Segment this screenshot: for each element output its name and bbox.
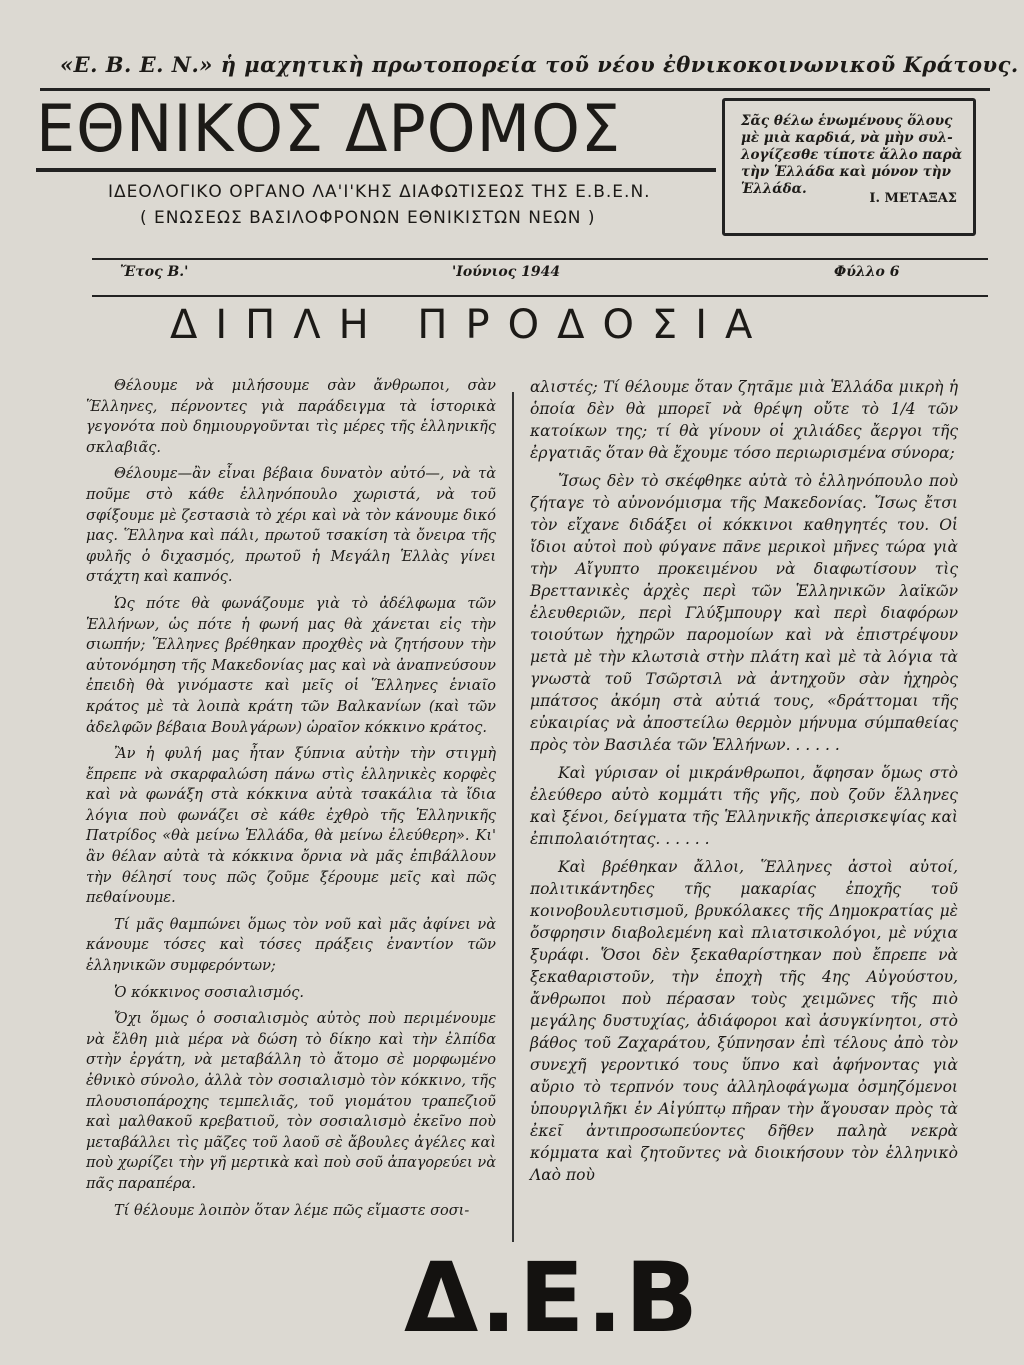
quote-box (722, 98, 976, 236)
article-left-column (86, 376, 496, 1227)
paragraph: Ὁ κόκκινος σοσιαλισμός. (114, 984, 304, 1001)
issue-date: 'Ιούνιος 1944 (452, 264, 561, 280)
quote-line: Ἑλλάδα. (741, 181, 807, 197)
paragraph: αλιστές; Τί θέλουμε ὅταν ζητᾶμε μιὰ Ἑλλάδα μικρὴ ἡ ὁποία δὲν θὰ μπορεῖ νὰ θρέψη οὔτε τὸ 1/4 τῶν κατοίκων της; τί θὰ γίνουν οἱ χιλιάδες ἄεργοι τῆς ἐργατιᾶς ὅταν θὰ ἔχουμε τόσο περιωρισμένα σύνορα; (530, 378, 958, 462)
paragraph: Ὄχι ὅμως ὁ σοσιαλισμὸς αὐτὸς ποὺ περιμένουμε νὰ ἔλθη μιὰ μέρα νὰ δώση τὸ δίκηο καὶ τὴν ἐλπίδα στὴν ἐργάτη, νὰ μεταβάλλη τὸ ἄτομο σὲ μορφωμένο ἐθνικὸ σύνολο, ἀλλὰ τὸν σοσιαλισμὸ τὸν κόκκινο, τῆς πλουσιοπάροχης τεμπελιᾶς, τοῦ γιομάτου τραπεζιοῦ καὶ μαλθακοῦ κρεβατιοῦ, τὸν σοσιαλισμὸ ἐκεῖνο ποὺ μεταβάλλει τὶς μᾶζες τοῦ λαοῦ σὲ ἄβουλες ἀγέλες καὶ ποὺ χωρίζει τὴν γῆ μερτικὰ καὶ ποὺ σοῦ ἀπαγορεύει νὰ πᾶς παραπέρα. (86, 1011, 496, 1192)
subtitle-line2: ( ΕΝΩΣΕΩΣ ΒΑΣΙΛΟΦΡΟΝΩΝ ΕΘΝΙΚΙΣΤΩΝ ΝΕΩΝ ) (140, 208, 596, 228)
stamp: Δ.Ε.Β (404, 1242, 700, 1354)
paragraph: Θέλουμε—ἂν εἶναι βέβαια δυνατὸν αὐτό—, νὰ τὰ ποῦμε στὸ κάθε ἑλληνόπουλο χωριστά, νὰ τοῦ σφίξουμε μὲ ζεστασιὰ τὸ χέρι καὶ νὰ τὸν κάνουμε δικό μας. Ἕλληνα καὶ πάλι, πρωτοῦ τσακίση τὰ ὄνειρα τῆς φυλῆς ὁ διχασμός, πρωτοῦ ἡ Μεγάλη Ἑλλὰς γίνει στάχτη καὶ καπνός. (86, 466, 496, 586)
quote-line: Σᾶς θέλω ἑνωμένους ὅλους (741, 113, 953, 129)
masthead-rule (36, 168, 716, 172)
paragraph: Τί θέλουμε λοιπὸν ὅταν λέμε πῶς εἴμαστε σοσι- (114, 1202, 470, 1219)
quote-line: τὴν Ἑλλάδα καὶ μόνον τὴν (741, 164, 951, 180)
quote-line: μὲ μιὰ καρδιά, νὰ μὴν συλ- (741, 130, 953, 146)
motto: «Ε. Β. Ε. Ν.» ἡ μαχητικὴ πρωτοπορεία τοῦ νέου ἐθνικοκοινωνικοῦ Κράτους. (60, 52, 1019, 77)
paragraph: Ἂν ἡ φυλή μας ἦταν ξύπνια αὐτὴν τὴν στιγμὴ ἔπρεπε νὰ σκαρφαλώση πάνω στὶς ἑλληνικὲς κορφὲς καὶ νὰ φωνάξη στὰ κόκκινα αὐτὰ τσακάλια τὰ ἴδια λόγια ποὺ φωνάζει σὲ κάθε ἐχθρὸ τῆς Ἑλληνικῆς Πατρίδος «θὰ μείνω Ἑλλάδα, θὰ μείνω ἐλεύθερη». Κι' ἂν θέλαν αὐτὰ τὰ κόκκινα ὄρνια νὰ μᾶς ἐπιβάλλουν τὴν θέλησί τους πῶς ζοῦμε ξέρουμε μεῖς καὶ πῶς πεθαίνουμε. (86, 746, 496, 907)
column-divider (512, 392, 514, 1242)
article-right-column (530, 376, 958, 1192)
masthead-title: ΕΘΝΙΚΟΣ ΔΡΟΜΟΣ (36, 90, 622, 167)
paragraph: Καὶ βρέθηκαν ἄλλοι, Ἕλληνες ἀστοὶ αὐτοί, πολιτικάντηδες τῆς μακαρίας ἐποχῆς τοῦ κοινοβουλευτισμοῦ, βρυκόλακες τῆς Δημοκρατίας μὲ ὄσφρησιν διαβολεμένη καὶ πλιατσικολόγοι, μὲ νύχια ξυράφι. Ὅσοι δὲν ξεκαθαρίστηκαν ποὺ ἔπρεπε νὰ ξεκαθαριστοῦν, τὴν ἐποχὴ τῆς 4ης Αὐγούστου, ἄνθρωποι ποὺ πέρασαν τοὺς χειμῶνες τῆς πιὸ μεγάλης δυστυχίας, ἀδιάφοροι καὶ ἀσυγκίνητοι, στὸ βάθος τοῦ Ζαχαράτου, ξύπνησαν ἐπὶ τέλους ἀπὸ τὸν συνεχῆ γεροντικό τους ὕπνο καὶ ἀφήνοντας γιὰ αὔριο τὸ τερπνόν τους ἀλληλοφάγωμα ὀσμηζόμενοι ὑπουργιλῆκι ἐν Αἰγύπτῳ πῆραν τὴν ἄγουσαν πρὸς τὰ ἐκεῖ ἀντιπροσωπεύοντες δῆθεν παληὰ νεκρὰ κόμματα καὶ ζητοῦντες νὰ διοικήσουν τὸν ἑλληνικὸ Λαὸ ποὺ (530, 858, 958, 1184)
headline: ΔΙΠΛΗ ΠΡΟΔΟΣΙΑ (170, 302, 771, 348)
issue-rule-top (92, 258, 988, 260)
issue-rule-bottom (92, 295, 988, 297)
issue-year: Ἔτος Β.' (120, 264, 189, 280)
quote-author: Ι. ΜΕΤΑΞΑΣ (869, 191, 957, 206)
paragraph: Θέλουμε νὰ μιλήσουμε σὰν ἄνθρωποι, σὰν Ἕλληνες, πέρνοντες γιὰ παράδειγμα τὰ ἱστορικὰ γεγονότα ποὺ δημιουργοῦνται τὶς μέρες τῆς ἑλληνικῆς σκλαβιᾶς. (86, 378, 496, 456)
paragraph: Τί μᾶς θαμπώνει ὅμως τὸν νοῦ καὶ μᾶς ἀφίνει νὰ κάνουμε τόσες καὶ τόσες πράξεις ἐναντίον τῶν ἑλληνικῶν συμφερόντων; (86, 916, 496, 975)
paragraph: Καὶ γύρισαν οἱ μικράνθρωποι, ἄφησαν ὅμως στὸ ἐλεύθερο αὐτὸ κομμάτι τῆς γῆς, ποὺ ζοῦν ἕλληνες καὶ ξένοι, δείγματα τῆς Ἑλληνικῆς ἀπερισκεψίας καὶ ἐπιπολαιότητας. . . . . . (530, 764, 958, 848)
paragraph: Ὡς πότε θὰ φωνάζουμε γιὰ τὸ ἀδέλφωμα τῶν Ἑλλήνων, ὡς πότε ἡ φωνή μας θὰ χάνεται εἰς τὴν σιωπήν; Ἕλληνες βρέθηκαν προχθὲς νὰ ζητήσουν τὴν αὐτονόμηση τῆς Μακεδονίας μας καὶ νὰ ἀναπνεύσουν ἐπειδὴ θὰ γινόμαστε καὶ μεῖς οἱ Ἕλληνες ἑνιαῖο κράτος μὲ τὰ λοιπὰ κράτη τῶν Βαλκανίων (καὶ τῶν ἀδελφῶν βέβαια Βουλγάρων) ὡραῖον κόκκινο κράτος. (86, 595, 496, 736)
subtitle-line1: ΙΔΕΟΛΟΓΙΚΟ ΟΡΓΑΝΟ ΛΑ'Ι'ΚΗΣ ΔΙΑΦΩΤΙΣΕΩΣ ΤΗΣ Ε.Β.Ε.Ν. (108, 182, 651, 202)
issue-sheet: Φύλλο 6 (834, 264, 900, 280)
paragraph: Ἴσως δὲν τὸ σκέφθηκε αὐτὰ τὸ ἑλληνόπουλο ποὺ ζήταγε τὸ αὐνονόμισμα τῆς Μακεδονίας. Ἴσως ἔτσι τὸν εἴχανε διδάξει οἱ κόκκινοι καθηγητές του. Οἱ ἴδιοι αὐτοὶ ποὺ φύγανε πᾶνε μερικοὶ μῆνες τώρα γιὰ τὴν Αἴγυπτο προκειμένου νὰ διαφωτίσουν τὶς Βρεττανικὲς ἀρχὲς περὶ τῶν Ἑλληνικῶν λαϊκῶν ἐλευθεριῶν, περὶ Γλύξμπουργ καὶ περὶ διαφόρων τοιούτων ἠχηρῶν παρομοίων καὶ νὰ ἐπιστρέψουν μετὰ μὲ τὴν κλωτσιὰ στὴν πλάτη καὶ μὲ τὰ λόγια τὰ γνωστὰ τοῦ Τσῶρτσιλ νὰ ἀντηχοῦν σὰν ἠχηρὸς μπάτσος ἀκόμη στὰ αὐτιά τους, «δράττομαι τῆς εὐκαιρίας νὰ ἀποστείλω θερμὸν μήνυμα σύμπαθείας πρὸς τὸν Βασιλέα τῶν Ἑλλήνων. . . . . . (530, 472, 958, 754)
quote-line: λογίζεσθε τίποτε ἄλλο παρὰ (741, 147, 963, 163)
